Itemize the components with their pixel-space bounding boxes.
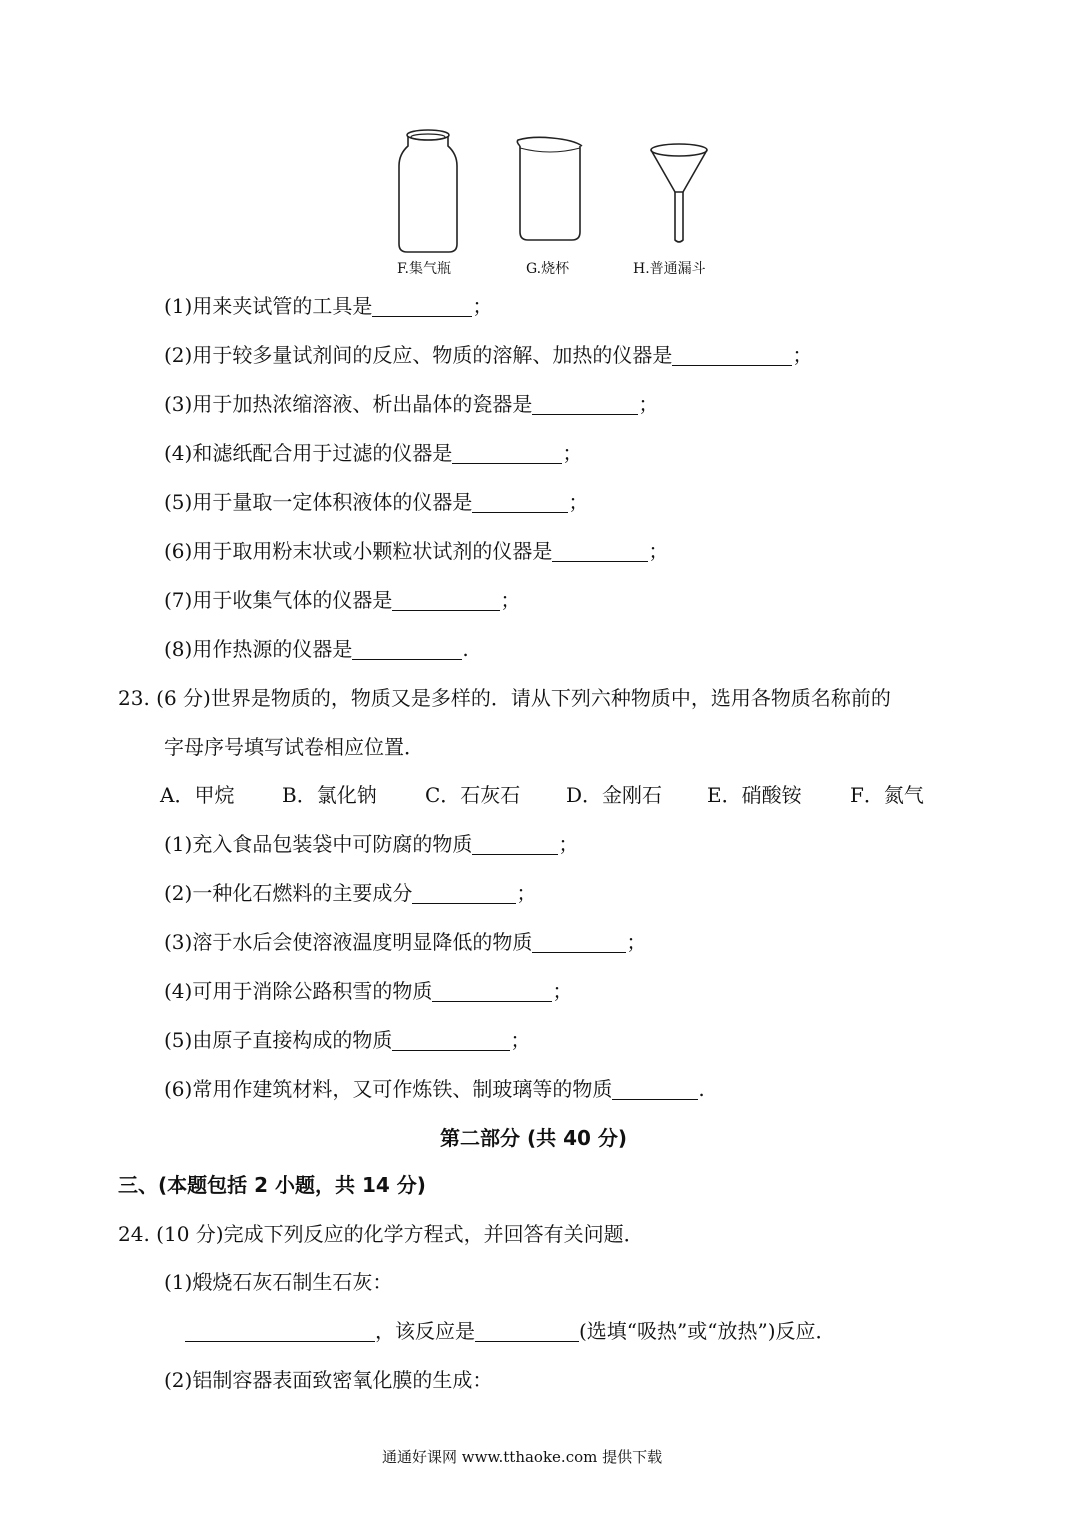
option-f: F．氮气 xyxy=(850,783,924,807)
answer-blank[interactable] xyxy=(532,932,626,953)
answer-blank[interactable] xyxy=(352,639,462,660)
answer-blank[interactable] xyxy=(475,1321,579,1342)
q23-item-4: (4)可用于消除公路积雪的物质 ； xyxy=(164,979,573,1003)
page-footer: 通通好课网 www.tthaoke.com 提供下载 xyxy=(382,1448,663,1466)
q23-item-3: (3)溶于水后会使溶液温度明显降低的物质 ； xyxy=(164,930,647,954)
q22-item-7: (7)用于收集气体的仪器是 ； xyxy=(164,588,521,612)
q22-item-1: (1)用来夹试管的工具是 ； xyxy=(164,294,493,318)
q23-stem-line1: 23. (6 分)世界是物质的，物质又是多样的．请从下列六种物质中，选用各物质名称前的 xyxy=(118,686,891,710)
figure-caption-g: G.烧杯 xyxy=(526,261,570,277)
q23-item-6: (6)常用作建筑材料，又可作炼铁、制玻璃等的物质 . xyxy=(164,1077,705,1101)
q23-stem-line2: 字母序号填写试卷相应位置． xyxy=(164,735,424,759)
answer-blank[interactable] xyxy=(392,590,500,611)
q23-item-5: (5)由原子直接构成的物质 ； xyxy=(164,1028,531,1052)
funnel-figure xyxy=(648,140,710,246)
figure-caption-f: F.集气瓶 xyxy=(397,261,451,277)
beaker-figure xyxy=(512,136,588,244)
q22-item-4: (4)和滤纸配合用于过滤的仪器是 ； xyxy=(164,441,583,465)
figure-caption-h: H.普通漏斗 xyxy=(633,261,706,277)
answer-blank[interactable] xyxy=(372,296,472,317)
equation-blank[interactable] xyxy=(185,1321,375,1342)
answer-blank[interactable] xyxy=(432,981,552,1002)
answer-blank[interactable] xyxy=(612,1079,698,1100)
answer-blank[interactable] xyxy=(552,541,648,562)
option-e: E．硝酸铵 xyxy=(707,783,802,807)
answer-blank[interactable] xyxy=(672,345,792,366)
answer-blank[interactable] xyxy=(532,394,638,415)
q22-item-5: (5)用于量取一定体积液体的仪器是 ； xyxy=(164,490,589,514)
option-d: D．金刚石 xyxy=(566,783,663,807)
answer-blank[interactable] xyxy=(472,492,568,513)
gas-collecting-bottle-figure xyxy=(393,126,463,258)
q23-item-2: (2)一种化石燃料的主要成分 ； xyxy=(164,881,537,905)
part2-title: 第二部分 (共 40 分) xyxy=(440,1126,628,1150)
answer-blank[interactable] xyxy=(412,883,516,904)
answer-blank[interactable] xyxy=(472,834,558,855)
section3-title: 三、(本题包括 2 小题，共 14 分) xyxy=(118,1173,426,1197)
q22-item-3: (3)用于加热浓缩溶液、析出晶体的瓷器是 ； xyxy=(164,392,659,416)
q24-item-1: (1)煅烧石灰石制生石灰： xyxy=(164,1270,393,1294)
answer-blank[interactable] xyxy=(392,1030,510,1051)
q24-item-1-answer-line: ，该反应是 (选填“吸热”或“放热”)反应． xyxy=(185,1317,836,1345)
q24-stem: 24. (10 分)完成下列反应的化学方程式，并回答有关问题． xyxy=(118,1222,644,1246)
q22-item-2: (2)用于较多量试剂间的反应、物质的溶解、加热的仪器是 ； xyxy=(164,343,813,367)
option-b: B．氯化钠 xyxy=(282,783,377,807)
answer-blank[interactable] xyxy=(452,443,562,464)
q23-item-1: (1)充入食品包装袋中可防腐的物质 ； xyxy=(164,832,579,856)
option-a: A．甲烷 xyxy=(160,783,235,807)
q24-item-2: (2)铝制容器表面致密氧化膜的生成： xyxy=(164,1368,493,1392)
option-c: C．石灰石 xyxy=(425,783,521,807)
q22-item-6: (6)用于取用粉末状或小颗粒状试剂的仪器是 ； xyxy=(164,539,669,563)
q22-item-8: (8)用作热源的仪器是 . xyxy=(164,637,469,661)
